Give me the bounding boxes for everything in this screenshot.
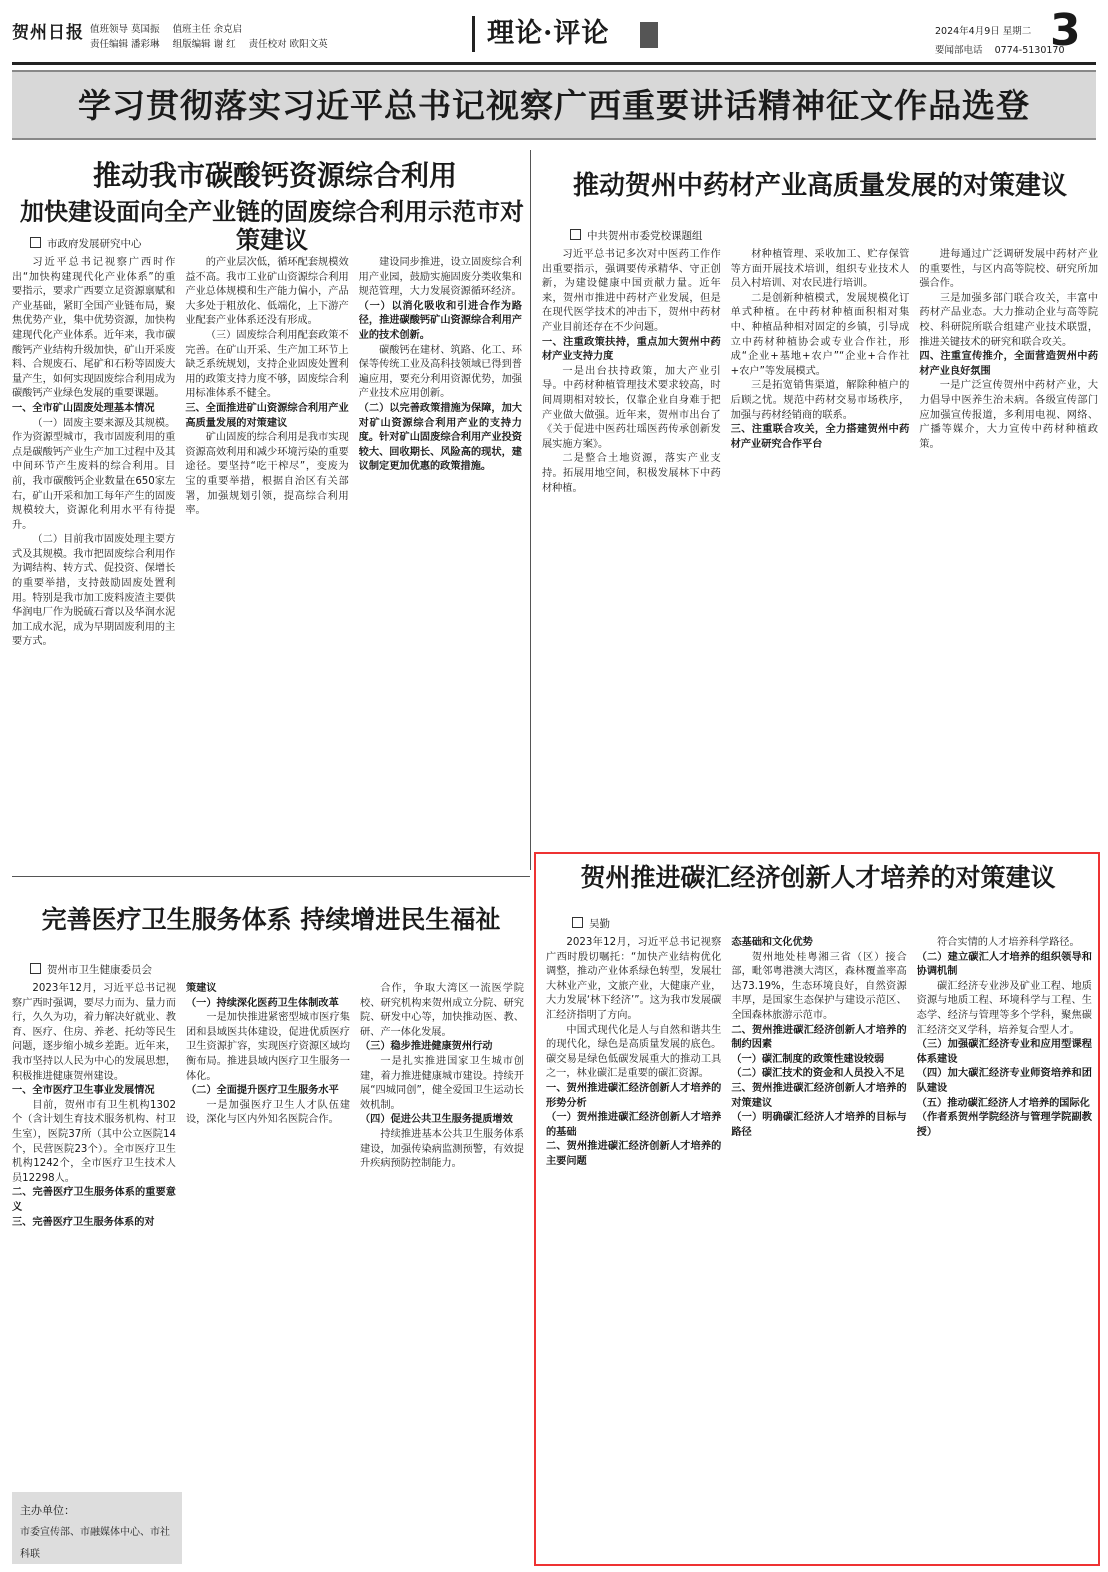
article1-column [359,256,522,866]
paragraph: 中国式现代化是人与自然和谐共生的现代化，绿色是高质量发展的底色。碳交易是绿色低碳发展重大的推动工具之一，林业碳汇是重要的碳汇资源。 [546,1024,722,1080]
staff-value: 莫国振 [131,24,160,35]
paragraph: 一是广泛宣传贺州中药材产业，大力倡导中医养生治未病。各级宣传部门应加强宣传报道，多利用电视、网络、广播等媒介，大力宣传中药材种植政策。 [919,380,1098,450]
section-heading: （二）全面提升医疗卫生服务水平 [186,1085,339,1097]
paragraph: 2023年12月，习近平总书记视察广西时强调，要尽力而为、量力而行，久久为功，着力解决好就业、教育、医疗、住房、养老、托幼等民生问题，逐步缩小城乡差距。近年来，我市坚持以人民为中心的发展思想，积极推进健康贺州建设。 [12,983,176,1082]
section-heading: 策建议 [186,983,217,994]
paragraph: 碳酸钙在建材、筑路、化工、环保等传统工业及高科技领域已得到普遍应用，要充分利用资源优势，加强产业技术应用创新。 [358,344,522,400]
article4-column [546,936,721,1560]
staff-label: 组版编辑 [172,39,211,50]
page-number: 3 [1050,5,1081,56]
masthead-rule [12,62,1096,65]
paragraph: 一是加快推进紧密型城市医疗集团和县域医共体建设，促进优质医疗卫生资源扩容，实现医疗资源区域均衡布局。推进县域内医疗卫生服务一体化。 [186,1012,350,1082]
phone-line [935,42,1065,56]
article3-body [12,982,524,1482]
article4-byline: 吴勤 [572,916,610,931]
article2-column [542,248,721,844]
section-heading: 一、贺州推进碳汇经济创新人才培养的形势分析 [546,1082,722,1109]
staff-label: 值班领导 [90,24,129,35]
paragraph: 一是出台扶持政策，加大产业引导。中药材种植管理技术要求较高，时间周期相对较长，仅靠企业自身难于把产业做大做强。近年来，贺州市出台了《关于促进中医药壮瑶医药传承创新发展实施方案》。 [542,365,721,450]
staff-value: 谢 红 [213,39,236,50]
paragraph: 2023年12月，习近平总书记视察广西时殷切嘱托：“加快产业结构优化调整，推动产业体系绿色转型，发展壮大林业产业，文旅产业，大健康产业，大力发展‘林下经济’”。这为我市发展碳汇经济指明了方向。 [546,937,722,1021]
paragraph: 目前，贺州市有卫生机构1302个（含计划生育技术服务机构、村卫生室），医院37所（其中公立医院14个，民营医院23个）。全市医疗卫生机构1242个，全市医疗卫生技术人员12298人。 [12,1099,176,1184]
column-divider [530,150,531,870]
article1-byline: 市政府发展研究中心 [30,236,142,251]
section-heading: （一）持续深化医药卫生体制改革 [186,997,339,1009]
section-heading: 三、贺州推进碳汇经济创新人才培养的对策建议 [731,1082,907,1109]
staff-row-1 [90,22,338,37]
phone-label: 要闻部电话 [935,45,983,56]
staff-value: 潘彩琳 [131,39,160,50]
section-heading: 一、注重政策扶持，重点加大贺州中药材产业支持力度 [542,336,721,363]
paragraph: 三是拓宽销售渠道，解除种植户的后顾之忧。规范中药材交易市场秩序，加强与药材经销商的联系。 [730,380,910,421]
staff-label: 值班主任 [172,24,211,35]
article3-column [12,982,176,1482]
section-heading: 一、全市医疗卫生事业发展情况 [12,1085,155,1097]
article3-byline: 贺州市卫生健康委员会 [30,962,152,977]
section-heading: （三）稳步推进健康贺州行动 [360,1041,493,1053]
paragraph: 符合实情的人才培养科学路径。 [937,937,1080,948]
paragraph: 习近平总书记多次对中医药工作作出重要指示，强调要传承精华、守正创新，为建设健康中国贡献力量。近年来，贺州市推进中药材产业发展，但是在现代医学技术的冲击下，贺州中药材产业目前还存在不少问题。 [542,249,721,333]
section-heading: （一）贺州推进碳汇经济创新人才培养的基础 [546,1112,722,1138]
sponsor-label: 主办单位： [20,1504,75,1517]
staff-label: 责任编辑 [90,39,129,50]
article1-column [185,256,348,866]
paragraph: （二）目前我市固废处理主要方式及其规模。我市把固废综合利用作为调结构、转方式、促投资、保增长的重要举措，支持鼓励固废处置利用。特别是我市加工废料废渣主要供华润电厂作为脱硫石膏以及华润水泥加工成水泥，成为早期固废利用的主要方式。 [12,534,176,648]
staff-info [90,22,338,52]
section-heading: （二）建立碳汇人才培养的组织领导和协调机制 [916,951,1092,978]
section-title: 理论·评论 [472,16,609,52]
section-heading: 三、注重联合攻关，全力搭建贺州中药材产业研究合作平台 [730,424,910,450]
article3-column [186,982,350,1482]
paragraph: 贺州地处桂粤湘三省（区）接合部，毗邻粤港澳大湾区，森林覆盖率高达73.19%，生态环境良好，自然资源丰厚，是国家生态保护与建设示范区、全国森林旅游示范市。 [731,951,907,1021]
newspaper-logo: 贺州日报 [12,23,84,43]
section-heading: 二、完善医疗卫生服务体系的重要意义 [12,1187,176,1213]
paragraph: （一）固废主要来源及其规模。作为资源型城市，我市固废利用的重点是碳酸钙产业生产加工过程中及其中间环节产生废料的综合利用。目前，我市碳酸钙企业数量在650家左右，矿山开采和加工每年产生的固废规模较大，资源化利用水平有待提升。 [12,417,176,531]
paragraph: 持续推进基本公共卫生服务体系建设，加强传染病监测预警，有效提升疾病预防控制能力。 [360,1128,524,1170]
section-heading: （四）加大碳汇经济专业师资培养和团队建设 [916,1068,1092,1094]
masthead [0,0,1108,62]
section-heading: （二）以完善政策措施为保障，加大对矿山资源综合利用产业的支持力度。针对矿山固废综合利用产业投资较大、回收期长、风险高的现状，建议制定更加优惠的政策措施。 [358,402,522,473]
section-heading: 态基础和文化优势 [731,937,813,948]
staff-row-2 [90,37,338,52]
paragraph: 建设同步推进，设立固废综合利用产业园，鼓励实施固废分类收集和规范管理，大力发展资源循环经济。 [358,257,522,298]
article3-title: 完善医疗卫生服务体系 持续增进民生福祉 [41,905,501,934]
article3-column [360,982,524,1482]
section-heading: （一）碳汇制度的政策性建设较弱 [731,1053,885,1065]
article1-title-line1: 推动我市碳酸钙资源综合利用 [92,159,457,192]
article2-column [919,248,1098,844]
paragraph: 合作，争取大湾区一流医学院校、研究机构来贺州成立分院、研究院、研发中心等，加快推动医、教、研、产一体化发展。 [360,983,524,1038]
section-marker [640,22,658,48]
section-heading: 四、注重宣传推介，全面营造贺州中药材产业良好氛围 [919,351,1098,377]
paragraph: 进每通过广泛调研发展中药材产业的重要性，与区内高等院校、研究所加强合作。 [919,249,1098,290]
article4-body [546,936,1092,1560]
paragraph: 碳汇经济专业涉及矿业工程、地质资源与地质工程、环境科学与工程、生态学、经济与管理等多个学科，聚焦碳汇经济交叉学科，培养复合型人才。 [916,980,1092,1036]
section-heading: 三、完善医疗卫生服务体系的对 [12,1216,155,1228]
sponsor-organizations: 市委宣传部、市融媒体中心、市社科联 [20,1527,170,1560]
staff-value: 余克启 [213,24,243,35]
article4-column [917,936,1092,1560]
article2-body [542,248,1098,844]
article4-title: 贺州推进碳汇经济创新人才培养的对策建议 [580,863,1056,892]
article1-title-line2: 加快建设面向全产业链的固废综合利用示范市对策建议 [20,197,524,254]
section-heading: 三、全面推进矿山资源综合利用产业高质量发展的对策建议 [185,402,349,429]
section-heading: （五）推动碳汇经济人才培养的国际化 [916,1097,1090,1109]
section-heading: 一、全市矿山固废处理基本情况 [12,402,155,414]
author-note: （作者系贺州学院经济与管理学院副教授） [916,1112,1092,1138]
phone-number: 0774-5130170 [994,45,1065,56]
paragraph: 二是整合土地资源，落实产业支持。拓展用地空间，积极发展林下中药材种植。 [542,453,721,494]
article2-byline: 中共贺州市委党校课题组 [570,228,703,243]
section-heading: （三）加强碳汇经济专业和应用型课程体系建设 [916,1039,1092,1065]
article1-column [12,256,175,866]
paragraph: 的产业层次低，循环配套规模效益不高。我市工业矿山资源综合利用产业总体规模和生产能力偏小，产品大多处于粗放化、低端化，上下游产业配套产业体系还没有形成。 [185,257,349,327]
article2-column [731,248,910,844]
staff-label: 责任校对 [248,39,287,50]
article2-title: 推动贺州中药材产业高质量发展的对策建议 [572,171,1067,201]
section-heading: 二、贺州推进碳汇经济创新人才培养的主要问题 [546,1141,722,1167]
paragraph: 二是创新种植模式，发展规模化订单式种植。在中药材种植面积相对集中、种植品种相对固定的乡镇，引导成立中药材种植协会或专业合作社，形成“企业+基地+农户”“企业+合作社+农户”等发展模式。 [730,292,910,377]
staff-value: 欧阳文英 [289,39,328,50]
paragraph: 一是加强医疗卫生人才队伍建设，深化与区内外知名医院合作。 [186,1099,350,1126]
sponsor-box [12,1492,182,1564]
page-banner: 学习贯彻落实习近平总书记视察广西重要讲话精神征文作品选登 [12,70,1096,140]
paragraph: （三）固废综合利用配套政策不完善。在矿山开采、生产加工环节上缺乏系统规划，支持企业固废处置利用的政策支持力度不够，固废综合利用标准体系不健全。 [185,329,349,400]
article4-column [731,936,906,1560]
section-heading: 二、贺州推进碳汇经济创新人才培养的制约因素 [731,1024,907,1051]
issue-date: 2024年4月9日 星期二 [935,26,1032,37]
row-divider [12,876,530,877]
section-heading: （一）明确碳汇经济人才培养的目标与路径 [731,1112,907,1138]
section-heading: （四）促进公共卫生服务提质增效 [360,1114,513,1126]
paragraph: 一是扎实推进国家卫生城市创建，着力推进健康城市建设。持续开展“四城同创”，健全爱国卫生运动长效机制。 [360,1055,524,1111]
section-heading: （一）以消化吸收和引进合作为路径，推进碳酸钙矿山资源综合利用产业的技术创新。 [358,300,522,341]
paragraph: 三是加强多部门联合攻关，丰富中药材产品业态。大力推动企业与高等院校、科研院所联合组建产业技术联盟，推进关键技术的研究和联合攻关。 [919,292,1098,348]
article1-body [12,256,522,866]
section-heading: （二）碳汇技术的资金和人员投入不足 [731,1068,905,1080]
paragraph: 材种植管理、采收加工、贮存保管等方面开展技术培训，组织专业技术人员入村培训、对农民进行培训。 [730,249,910,290]
paragraph: 习近平总书记视察广西时作出“加快构建现代化产业体系”的重要指示，要求广西要立足资源禀赋和产业基础，紧盯全国产业链布局，聚焦优势产业，集中优势资源，加快构建现代化产业体系。近年来，我市碳酸钙产业结构升级加快，矿山开采废料、合规废石、尾矿和石粉等固废大量产生，如何实现固废综合利用成为碳酸钙产业绿色发展的重要课题。 [12,257,176,400]
paragraph: 矿山固废的综合利用是我市实现资源高效利用和减少环境污染的重要途径。要坚持“吃干榨尽”，变废为宝的重要举措，根据自治区有关部署，加强规划引领，提高综合利用率。 [185,432,349,517]
